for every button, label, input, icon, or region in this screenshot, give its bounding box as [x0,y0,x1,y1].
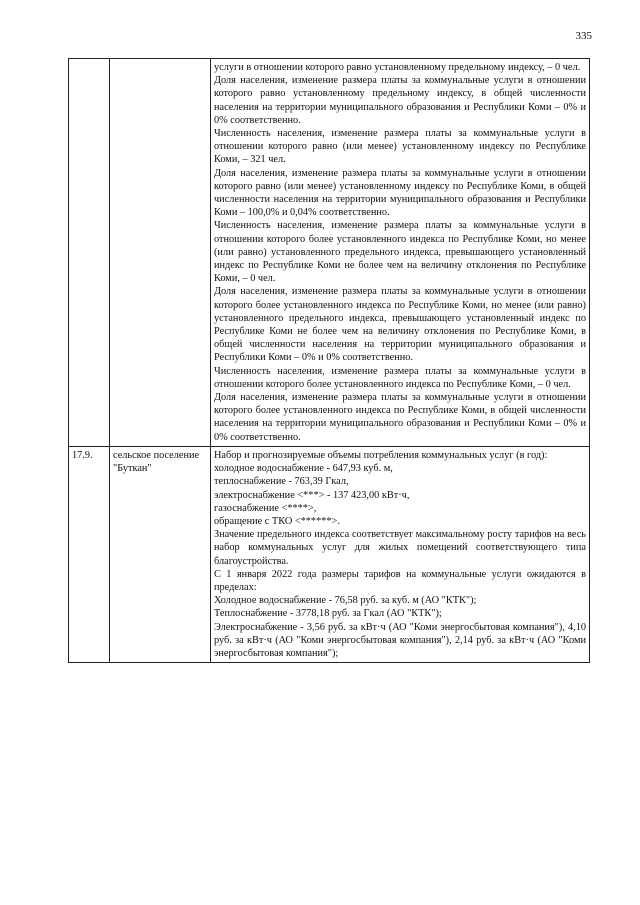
paragraph: Доля населения, изменение размера платы за коммунальные услуги в отношении которого равно установленному предельному индексу, в общей численности населения на территории муниципального образования и Республики Коми – 0% и 0% соответственно. [214,75,586,126]
table-row [69,446,590,662]
paragraph: газоснабжение <****>, [214,502,317,514]
paragraph: Электроснабжение - 3,56 руб. за кВт·ч (АО "Коми энергосбытовая компания"), 4,10 руб. за кВт·ч (АО "Коми энергосбытовая компания"), 2,14 руб. за кВт·ч (АО "Коми энергосбытовая компания"); [214,621,586,659]
paragraph: Доля населения, изменение размера платы за коммунальные услуги в отношении которого равно (или менее) установленному индексу по Республике Коми, в общей численности населения на территории муниципального образования и Республики Коми – 100,0% и 0,04% соответственно. [214,167,586,219]
paragraph: Доля населения, изменение размера платы за коммунальные услуги в отношении которого более установленного индекса по Республике Коми, в общей численности населения на территории муниципального образования и Республики Коми – 0% и 0% соответственно. [214,392,586,443]
paragraph: теплоснабжение - 763,39 Гкал, [214,476,349,488]
row-number-cell: 17.9. [69,446,110,662]
page-number: 335 [575,30,592,42]
table-row [69,59,590,447]
paragraph: обращение с ТКО <******>. [214,515,340,527]
paragraph: Теплоснабжение - 3778,18 руб. за Гкал (АО "КТК"); [214,608,442,620]
paragraph: Численность населения, изменение размера платы за коммунальные услуги в отношении которого равно (или менее) установленному индексу по Республике Коми, – 321 чел. [214,128,586,166]
paragraph: услуги в отношении которого равно установленному предельному индексу, – 0 чел. [214,62,581,73]
paragraph: Значение предельного индекса соответствует максимальному росту тарифов на весь набор коммунальных услуг для жилых помещений соответствующего типа благоустройства. [214,529,586,567]
paragraph: Численность населения, изменение размера платы за коммунальные услуги в отношении которого более установленного индекса по Республике Коми, – 0 чел. [214,365,586,390]
document-table [68,58,590,663]
row-number-cell [69,59,110,447]
description-cell [211,446,590,662]
paragraph: Холодное водоснабжение - 76,58 руб. за куб. м (АО "КТК"); [214,595,477,607]
paragraph: Численность населения, изменение размера платы за коммунальные услуги в отношении которого более установленного индекса по Республике Коми, но менее (или равно) установленного предельного индекса, превышающего установленный индекс по Республике Коми не более чем на величину отклонения по Республике Коми, – 0 чел. [214,220,586,285]
paragraph: Доля населения, изменение размера платы за коммунальные услуги в отношении которого более установленного индекса по Республике Коми, но менее (или равно) установленного предельного индекса, превышающего установленный индекс по Республике Коми не более чем на величину отклонения по Республике Коми, в общей численности населения на территории муниципального образования и Республики Коми – 0% и 0% соответственно. [214,286,586,364]
description-cell [211,59,590,447]
municipality-name-cell: сельское поселение "Буткан" [110,446,211,662]
municipality-name-cell [110,59,211,447]
paragraph: электроснабжение <***> - 137 423,00 кВт·ч, [214,489,410,501]
paragraph: холодное водоснабжение - 647,93 куб. м, [214,463,393,475]
paragraph: С 1 января 2022 года размеры тарифов на коммунальные услуги ожидаются в пределах: [214,568,586,593]
paragraph: Набор и прогнозируемые объемы потребления коммунальных услуг (в год): [214,449,548,461]
